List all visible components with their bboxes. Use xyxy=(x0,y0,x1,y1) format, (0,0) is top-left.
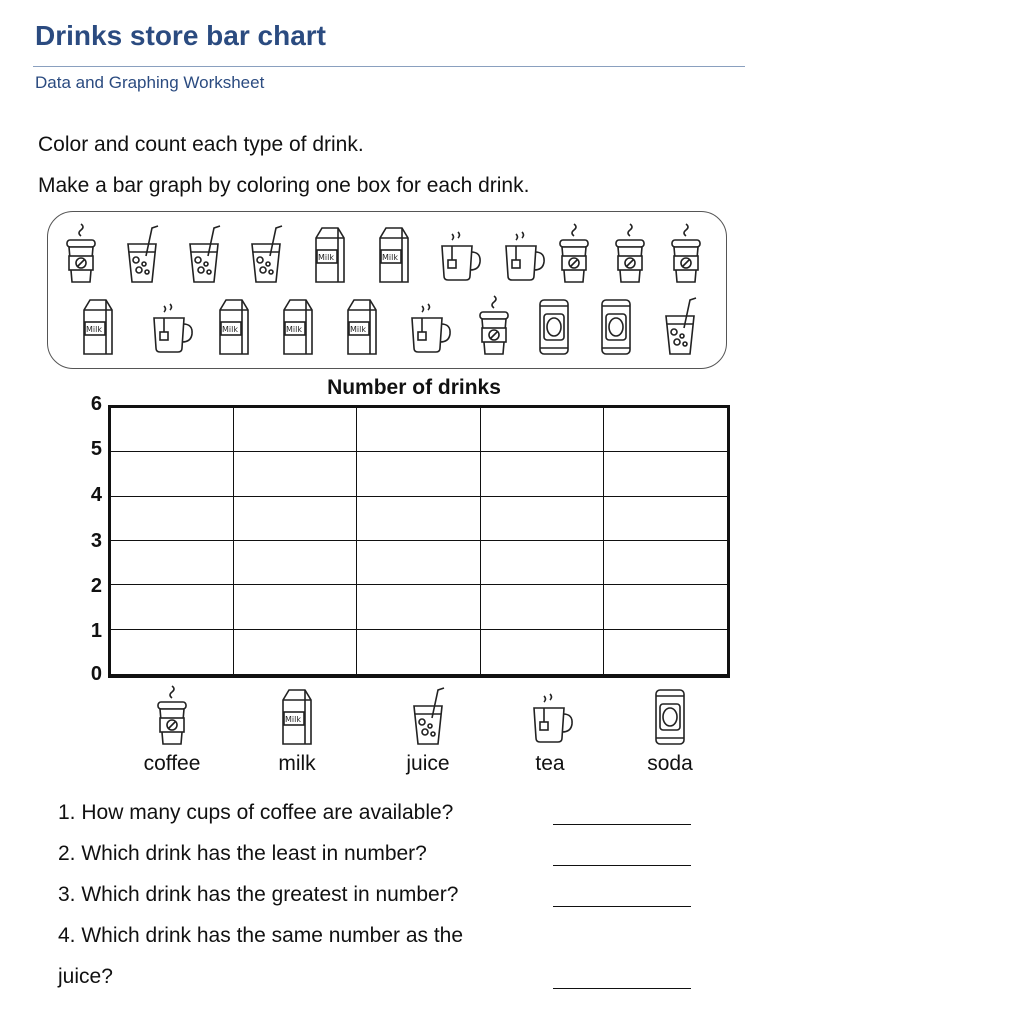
milk-icon xyxy=(270,292,326,358)
graph-box-juice-2[interactable] xyxy=(357,585,480,629)
graph-box-coffee-6[interactable] xyxy=(111,408,234,452)
drinks-picture-box xyxy=(47,211,727,369)
y-tick-label: 4 xyxy=(90,484,102,506)
category-milk xyxy=(235,680,359,776)
coffee-icon xyxy=(546,220,602,286)
graph-box-juice-6[interactable] xyxy=(357,408,480,452)
category-label: juice xyxy=(406,752,450,775)
graph-box-soda-4[interactable] xyxy=(604,497,727,541)
coffee-icon xyxy=(602,220,658,286)
graph-box-milk-1[interactable] xyxy=(234,630,357,674)
svg-text:Milk: Milk xyxy=(285,715,301,724)
coffee-icon xyxy=(658,220,714,286)
graph-box-coffee-5[interactable] xyxy=(111,452,234,496)
category-label: soda xyxy=(647,752,693,775)
graph-box-milk-4[interactable] xyxy=(234,497,357,541)
graph-box-milk-6[interactable] xyxy=(234,408,357,452)
answer-blank-2[interactable] xyxy=(553,865,691,866)
category-coffee xyxy=(110,680,234,776)
page-title: Drinks store bar chart xyxy=(35,20,326,51)
answer-blank-3[interactable] xyxy=(553,906,691,907)
question-4: 4. Which drink has the same number as the xyxy=(58,924,464,947)
juice-icon xyxy=(238,220,294,286)
svg-text:Milk: Milk xyxy=(350,325,366,334)
y-tick-label: 0 xyxy=(90,663,102,685)
milk-icon xyxy=(302,220,358,286)
svg-text:Milk: Milk xyxy=(318,253,334,262)
chart-title: Number of drinks xyxy=(327,376,501,399)
soda-icon xyxy=(526,292,582,358)
y-tick-label: 3 xyxy=(90,530,102,552)
graph-box-milk-3[interactable] xyxy=(234,541,357,585)
soda-icon xyxy=(608,680,732,750)
question-3: 3. Which drink has the greatest in number? xyxy=(58,883,459,906)
coffee-icon xyxy=(110,680,234,750)
graph-box-milk-5[interactable] xyxy=(234,452,357,496)
tea-icon xyxy=(400,292,456,358)
coffee-icon xyxy=(466,292,522,358)
milk-icon xyxy=(235,680,359,750)
graph-box-juice-4[interactable] xyxy=(357,497,480,541)
y-tick-label: 2 xyxy=(90,575,102,597)
svg-text:Milk: Milk xyxy=(382,253,398,262)
y-tick-label: 5 xyxy=(90,438,102,460)
graph-box-tea-4[interactable] xyxy=(481,497,604,541)
milk-icon xyxy=(206,292,262,358)
y-tick-label: 1 xyxy=(90,620,102,642)
svg-text:Milk: Milk xyxy=(86,325,102,334)
tea-icon xyxy=(430,220,486,286)
category-tea xyxy=(488,680,612,776)
svg-text:Milk: Milk xyxy=(286,325,302,334)
tea-icon xyxy=(142,292,198,358)
soda-icon xyxy=(588,292,644,358)
graph-box-tea-1[interactable] xyxy=(481,630,604,674)
graph-box-coffee-2[interactable] xyxy=(111,585,234,629)
milk-icon xyxy=(70,292,126,358)
svg-text:Milk: Milk xyxy=(222,325,238,334)
milk-icon xyxy=(334,292,390,358)
graph-box-tea-6[interactable] xyxy=(481,408,604,452)
bar-graph-grid[interactable] xyxy=(108,405,730,678)
instruction-graph: Make a bar graph by coloring one box for each drink. xyxy=(38,174,530,197)
graph-box-juice-1[interactable] xyxy=(357,630,480,674)
graph-box-soda-2[interactable] xyxy=(604,585,727,629)
graph-box-tea-2[interactable] xyxy=(481,585,604,629)
juice-icon xyxy=(176,220,232,286)
y-tick-label: 6 xyxy=(90,393,102,415)
question-4-continued: juice? xyxy=(58,965,113,988)
category-soda xyxy=(608,680,732,776)
graph-box-juice-5[interactable] xyxy=(357,452,480,496)
category-label: milk xyxy=(278,752,316,775)
question-2: 2. Which drink has the least in number? xyxy=(58,842,427,865)
tea-icon xyxy=(494,220,550,286)
instruction-count: Color and count each type of drink. xyxy=(38,133,364,156)
graph-box-coffee-4[interactable] xyxy=(111,497,234,541)
graph-box-soda-3[interactable] xyxy=(604,541,727,585)
graph-box-soda-5[interactable] xyxy=(604,452,727,496)
graph-box-milk-2[interactable] xyxy=(234,585,357,629)
juice-icon xyxy=(114,220,170,286)
graph-box-soda-1[interactable] xyxy=(604,630,727,674)
answer-blank-1[interactable] xyxy=(553,824,691,825)
answer-blank-4[interactable] xyxy=(553,988,691,989)
juice-icon xyxy=(652,292,708,358)
graph-box-coffee-1[interactable] xyxy=(111,630,234,674)
category-juice xyxy=(366,680,490,776)
graph-box-tea-5[interactable] xyxy=(481,452,604,496)
graph-box-tea-3[interactable] xyxy=(481,541,604,585)
graph-box-coffee-3[interactable] xyxy=(111,541,234,585)
graph-box-juice-3[interactable] xyxy=(357,541,480,585)
graph-box-soda-6[interactable] xyxy=(604,408,727,452)
page-subtitle: Data and Graphing Worksheet xyxy=(35,73,265,92)
juice-icon xyxy=(366,680,490,750)
milk-icon xyxy=(366,220,422,286)
category-label: coffee xyxy=(143,752,201,775)
category-label: tea xyxy=(535,752,565,775)
question-1: 1. How many cups of coffee are available? xyxy=(58,801,454,824)
title-divider xyxy=(33,66,745,67)
coffee-icon xyxy=(53,220,109,286)
tea-icon xyxy=(488,680,612,750)
